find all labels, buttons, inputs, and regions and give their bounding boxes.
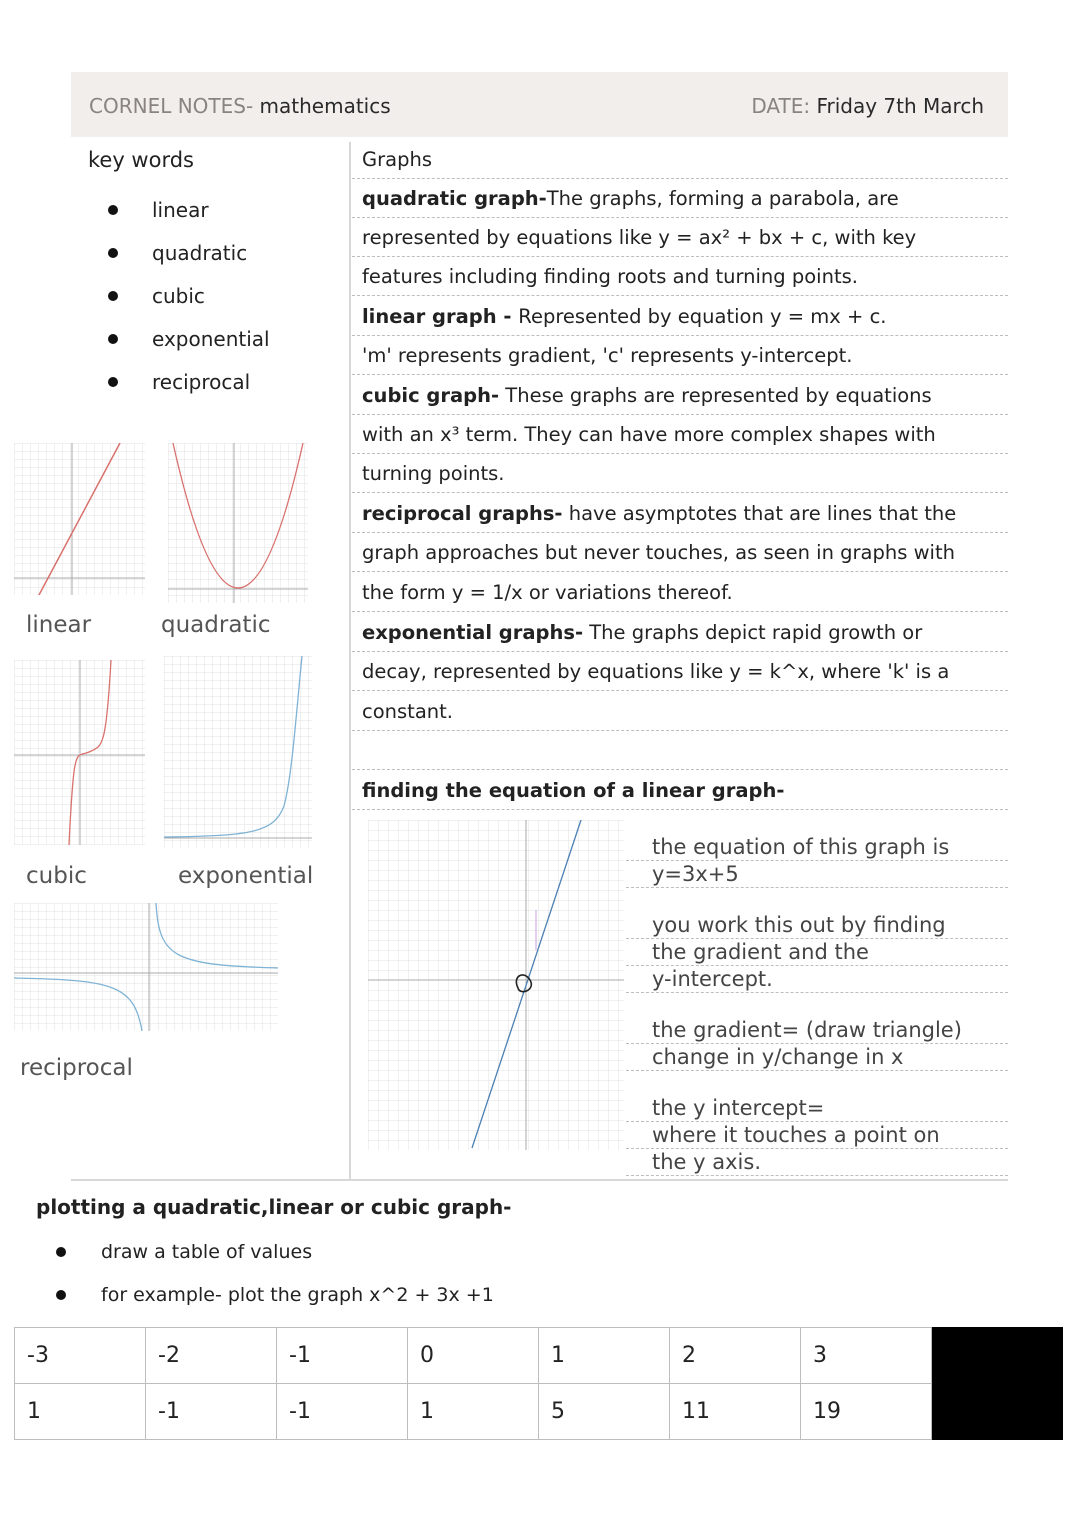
table-cell: -2	[146, 1328, 277, 1384]
note-line: finding the equation of a linear graph-	[352, 771, 1008, 810]
page-title: CORNEL NOTES- mathematics	[89, 94, 391, 118]
plotting-list	[56, 1230, 494, 1316]
list-item: quadratic	[108, 231, 270, 274]
table-cell: 0	[408, 1328, 539, 1384]
note-line: exponential graphs- The graphs depict rapid growth or	[352, 613, 1008, 652]
plotting-title: plotting a quadratic,linear or cubic graph-	[36, 1195, 512, 1219]
cubic-graph-image	[14, 660, 145, 845]
note-line: graph approaches but never touches, as seen in graphs with	[352, 533, 1008, 572]
side-notes-intercept: the y intercept= where it touches a point on the y axis.	[626, 1095, 1008, 1176]
table-cell: 3	[801, 1328, 932, 1384]
reciprocal-label: reciprocal	[20, 1055, 133, 1081]
note-line: features including finding roots and turning points.	[352, 257, 1008, 296]
blacked-out-cell	[932, 1384, 1063, 1440]
table-cell: 11	[670, 1384, 801, 1440]
side-notes-equation: the equation of this graph is y=3x+5	[626, 834, 1008, 888]
linear-equation-graph	[368, 820, 624, 1150]
note-line: constant.	[352, 692, 1008, 731]
table-cell: 2	[670, 1328, 801, 1384]
notes-heading: Graphs	[352, 140, 1008, 179]
blacked-out-cell	[932, 1328, 1063, 1384]
linear-label: linear	[26, 612, 92, 638]
section-divider	[71, 1179, 1008, 1181]
table-cell: 1	[408, 1384, 539, 1440]
note-line: turning points.	[352, 454, 1008, 493]
note-line: quadratic graph-The graphs, forming a parabola, are	[352, 179, 1008, 218]
cubic-label: cubic	[26, 863, 87, 889]
note-line: cubic graph- These graphs are represented by equations	[352, 376, 1008, 415]
quadratic-label: quadratic	[161, 612, 271, 638]
table-cell: 1	[539, 1328, 670, 1384]
table-cell: -1	[146, 1384, 277, 1440]
list-item: exponential	[108, 317, 270, 360]
note-line: the form y = 1/x or variations thereof.	[352, 573, 1008, 612]
quadratic-graph-image	[168, 443, 308, 603]
note-line: reciprocal graphs- have asymptotes that are lines that the	[352, 494, 1008, 533]
table-cell: 19	[801, 1384, 932, 1440]
list-item: reciprocal	[108, 360, 270, 403]
header-bar	[71, 72, 1008, 137]
reciprocal-graph-image	[14, 903, 278, 1031]
table-row	[15, 1328, 1063, 1384]
table-cell: 5	[539, 1384, 670, 1440]
table-cell: -3	[15, 1328, 146, 1384]
note-line: 'm' represents gradient, 'c' represents y-intercept.	[352, 336, 1008, 375]
list-item: cubic	[108, 274, 270, 317]
note-line: represented by equations like y = ax² + bx + c, with key	[352, 218, 1008, 257]
page-date: DATE: Friday 7th March	[751, 94, 984, 118]
table-row	[15, 1384, 1063, 1440]
exponential-label: exponential	[178, 863, 314, 889]
exponential-graph-image	[164, 656, 312, 848]
note-line	[352, 731, 1008, 770]
values-table	[14, 1327, 1063, 1440]
linear-graph-image	[14, 443, 145, 595]
list-item: linear	[108, 188, 270, 231]
keywords-list	[108, 188, 270, 403]
side-notes-method: you work this out by finding the gradient and the y-intercept.	[626, 912, 1008, 993]
note-line: with an x³ term. They can have more complex shapes with	[352, 415, 1008, 454]
table-cell: -1	[277, 1384, 408, 1440]
side-notes-gradient: the gradient= (draw triangle) change in y/change in x	[626, 1017, 1008, 1071]
list-item: for example- plot the graph x^2 + 3x +1	[56, 1273, 494, 1316]
note-line: decay, represented by equations like y = k^x, where 'k' is a	[352, 652, 1008, 691]
table-cell: -1	[277, 1328, 408, 1384]
column-divider	[349, 142, 351, 1179]
list-item: draw a table of values	[56, 1230, 494, 1273]
note-line: linear graph - Represented by equation y = mx + c.	[352, 297, 1008, 336]
table-cell: 1	[15, 1384, 146, 1440]
keywords-title: key words	[88, 148, 194, 172]
